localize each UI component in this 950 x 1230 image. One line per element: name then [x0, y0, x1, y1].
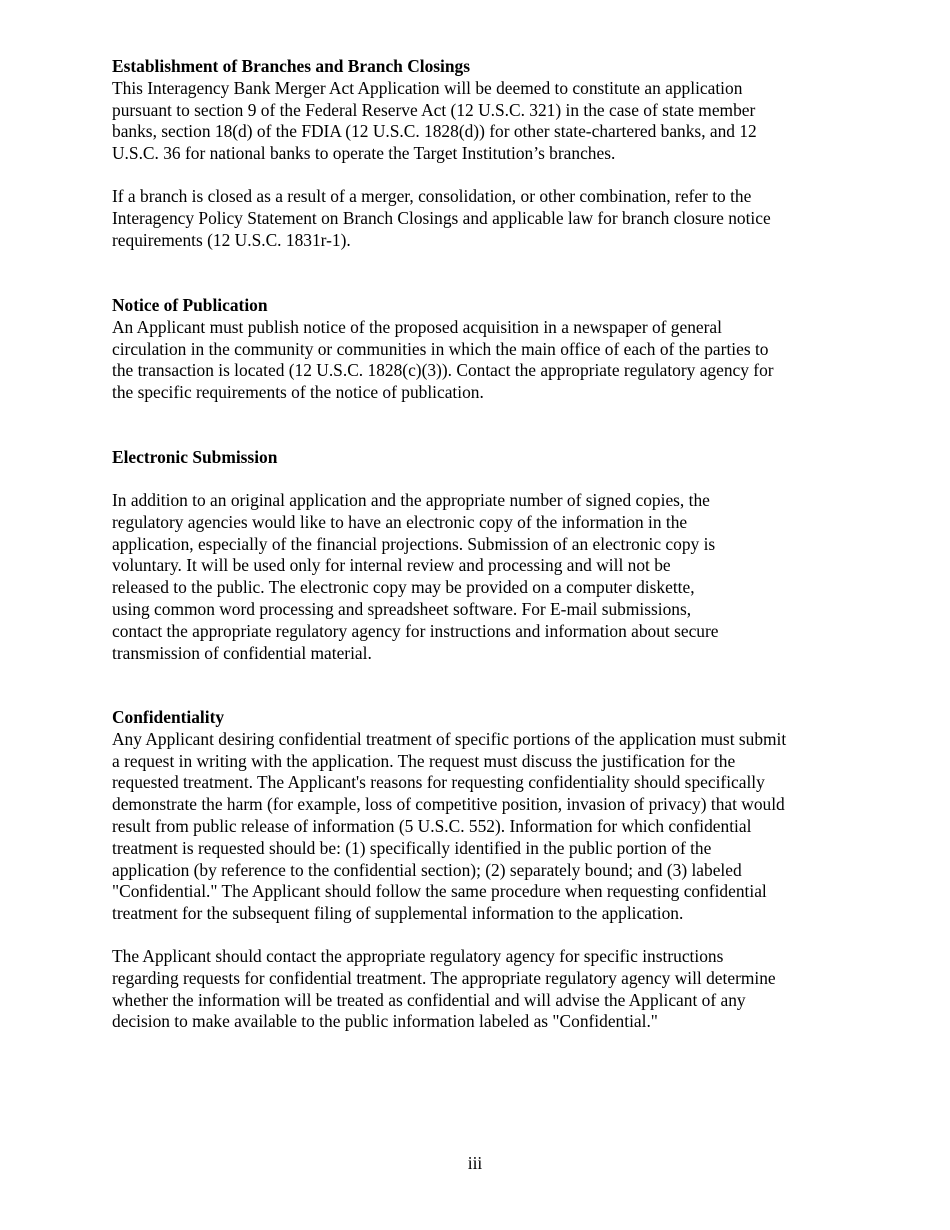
section-heading-confidentiality: Confidentiality [112, 707, 225, 727]
paragraph-notice: An Applicant must publish notice of the proposed acquisition in a newspaper of general circulation in the community or communities in which the main office of each of the parties to the transaction is located (12 U.S.C. 1828(c)(3)). Contact the appropriate regulatory agency for the specific requirements of the notice of publication. [112, 316, 774, 403]
section-heading-electronic: Electronic Submission [112, 447, 278, 467]
section-confidentiality-contact [112, 946, 852, 1033]
paragraph-branch-closing: If a branch is closed as a result of a merger, consolidation, or other combination, refer to the Interagency Policy Statement on Branch Closings and applicable law for branch closure notice requirements (12 U.S.C. 1831r-1). [112, 186, 771, 250]
section-notice-of-publication [112, 295, 852, 404]
paragraph-electronic: In addition to an original application and the appropriate number of signed copies, the regulatory agencies would like to have an electronic copy of the information in the application, especially of the financial projections. Submission of an electronic copy is voluntary. It will be used only for internal review and processing and will not be released to the public. The electronic copy may be provided on a computer diskette, using common word processing and spreadsheet software. For E-mail submissions, contact the appropriate regulatory agency for instructions and information about secure transmission of confidential material. [112, 490, 719, 663]
section-confidentiality [112, 707, 852, 925]
section-branches [112, 56, 852, 165]
section-heading-notice: Notice of Publication [112, 295, 268, 315]
section-electronic-submission [112, 447, 852, 469]
paragraph-confidentiality-request: Any Applicant desiring confidential treatment of specific portions of the application must submit a request in writing with the application. The request must discuss the justification for the requested treatment. The Applicant's reasons for requesting confidentiality should specifically demonstrate the harm (for example, loss of competitive position, invasion of privacy) that would result from public release of information (5 U.S.C. 552). Information for which confidential treatment is requested should be: (1) specifically identified in the public portion of the application (by reference to the confidential section); (2) separately bound; and (3) labeled "Confidential." The Applicant should follow the same procedure when requesting confidential treatment for the subsequent filing of supplemental information to the application. [112, 728, 787, 924]
section-electronic-body [112, 490, 852, 664]
section-heading-branches: Establishment of Branches and Branch Closings [112, 56, 471, 76]
page-number: iii [467, 1153, 483, 1173]
paragraph-branches-application: This Interagency Bank Merger Act Application will be deemed to constitute an application pursuant to section 9 of the Federal Reserve Act (12 U.S.C. 321) in the case of state member banks, section 18(d) of the FDIA (12 U.S.C. 1828(d)) for other state-chartered banks, and 12 U.S.C. 36 for national banks to operate the Target Institution’s branches. [112, 77, 757, 164]
section-branches-closing [112, 186, 852, 251]
paragraph-confidentiality-contact: The Applicant should contact the appropriate regulatory agency for specific instructions regarding requests for confidential treatment. The appropriate regulatory agency will determine whether the information will be treated as confidential and will advise the Applicant of any decision to make available to the public information labeled as "Confidential." [112, 946, 776, 1032]
